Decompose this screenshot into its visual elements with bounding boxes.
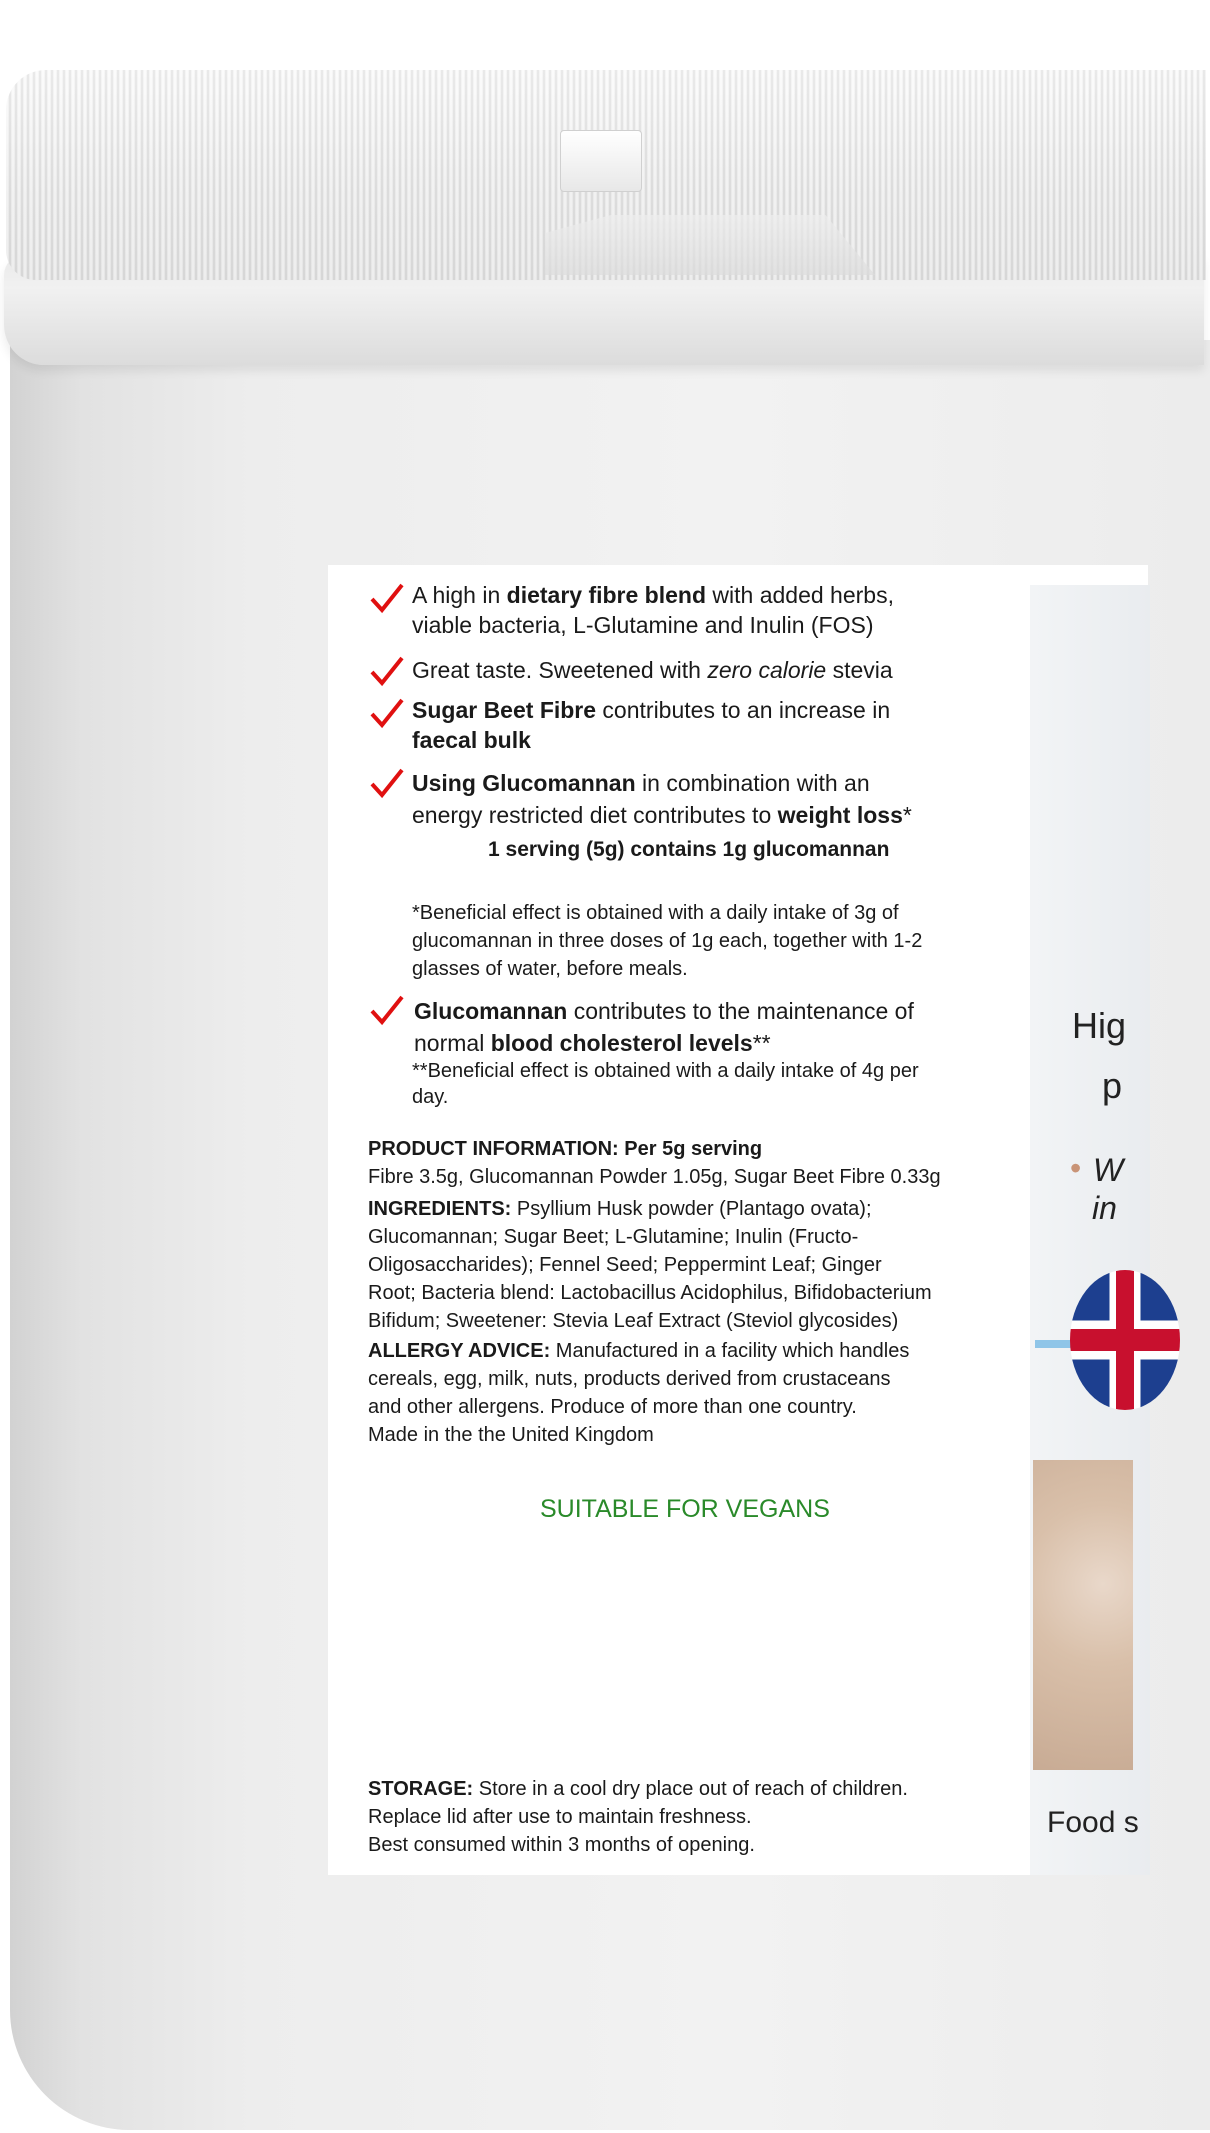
- footnote-1-line-2: glucomannan in three doses of 1g each, together with 1-2: [412, 930, 923, 952]
- lid-tab-rail: [545, 215, 875, 275]
- allergy-line-2: cereals, egg, milk, nuts, products derived from crustaceans: [368, 1368, 891, 1390]
- ingredients-line-4: Root; Bacteria blend: Lactobacillus Acidophilus, Bifidobacterium: [368, 1282, 932, 1304]
- ingredients-line-3: Oligosaccharides); Fennel Seed; Peppermint Leaf; Ginger: [368, 1254, 882, 1276]
- footnote-1-line-1: *Beneficial effect is obtained with a daily intake of 3g of: [412, 902, 899, 924]
- ingredients-line-2: Glucomannan; Sugar Beet; L-Glutamine; Inulin (Fructo-: [368, 1226, 859, 1248]
- checkmark-icon: [370, 995, 404, 1025]
- front-bullet-fragment-2: in: [1092, 1190, 1117, 1226]
- claim-3-line-2: faecal bulk: [412, 727, 531, 753]
- ingredients-line-1: INGREDIENTS: Psyllium Husk powder (Plantago ovata);: [368, 1198, 872, 1220]
- vegan-badge: SUITABLE FOR VEGANS: [540, 1495, 830, 1523]
- product-info-values: Fibre 3.5g, Glucomannan Powder 1.05g, Sugar Beet Fibre 0.33g: [368, 1166, 941, 1188]
- storage-line-2: Replace lid after use to maintain freshness.: [368, 1806, 752, 1828]
- lid-tab: [560, 130, 642, 192]
- allergy-line-4: Made in the the United Kingdom: [368, 1424, 654, 1446]
- product-info-heading: PRODUCT INFORMATION: Per 5g serving: [368, 1138, 763, 1160]
- footnote-2-line-2: day.: [412, 1086, 449, 1108]
- checkmark-icon: [370, 768, 404, 798]
- claim-5-line-2: normal blood cholesterol levels**: [414, 1030, 771, 1056]
- uk-flag-icon: [1070, 1270, 1180, 1410]
- claim-4-line-2: energy restricted diet contributes to weight loss*: [412, 802, 912, 828]
- footnote-1-line-3: glasses of water, before meals.: [412, 958, 688, 980]
- front-bullet-fragment: W: [1093, 1152, 1124, 1188]
- claim-2: Great taste. Sweetened with zero calorie stevia: [412, 657, 893, 683]
- claim-4-serving: 1 serving (5g) contains 1g glucomannan: [488, 838, 890, 861]
- claim-5: Glucomannan contributes to the maintenance of: [414, 998, 914, 1024]
- flag-connector: [1035, 1340, 1075, 1348]
- claim-4: Using Glucomannan in combination with an: [412, 770, 870, 796]
- checkmark-icon: [370, 698, 404, 728]
- powder-photo: [1033, 1460, 1133, 1770]
- storage-line-3: Best consumed within 3 months of opening.: [368, 1834, 755, 1856]
- footnote-2-line-1: **Beneficial effect is obtained with a daily intake of 4g per: [412, 1060, 919, 1082]
- front-footer-fragment: Food s: [1047, 1806, 1139, 1839]
- allergy-line-3: and other allergens. Produce of more than one country.: [368, 1396, 857, 1418]
- front-heading-fragment: Hig: [1072, 1005, 1127, 1046]
- claim-1-line-2: viable bacteria, L-Glutamine and Inulin (FOS): [412, 612, 874, 638]
- storage-line-1: STORAGE: Store in a cool dry place out of reach of children.: [368, 1778, 908, 1800]
- ingredients-line-5: Bifidum; Sweetener: Stevia Leaf Extract (Steviol glycosides): [368, 1310, 899, 1332]
- front-heading-fragment-2: p: [1102, 1065, 1123, 1106]
- checkmark-icon: [370, 583, 404, 613]
- claim-1: A high in dietary fibre blend with added herbs,: [412, 582, 894, 608]
- claim-3: Sugar Beet Fibre contributes to an increase in: [412, 697, 891, 723]
- front-bullet-dot: •: [1070, 1150, 1082, 1186]
- checkmark-icon: [370, 656, 404, 686]
- allergy-line-1: ALLERGY ADVICE: Manufactured in a facility which handles: [368, 1340, 910, 1362]
